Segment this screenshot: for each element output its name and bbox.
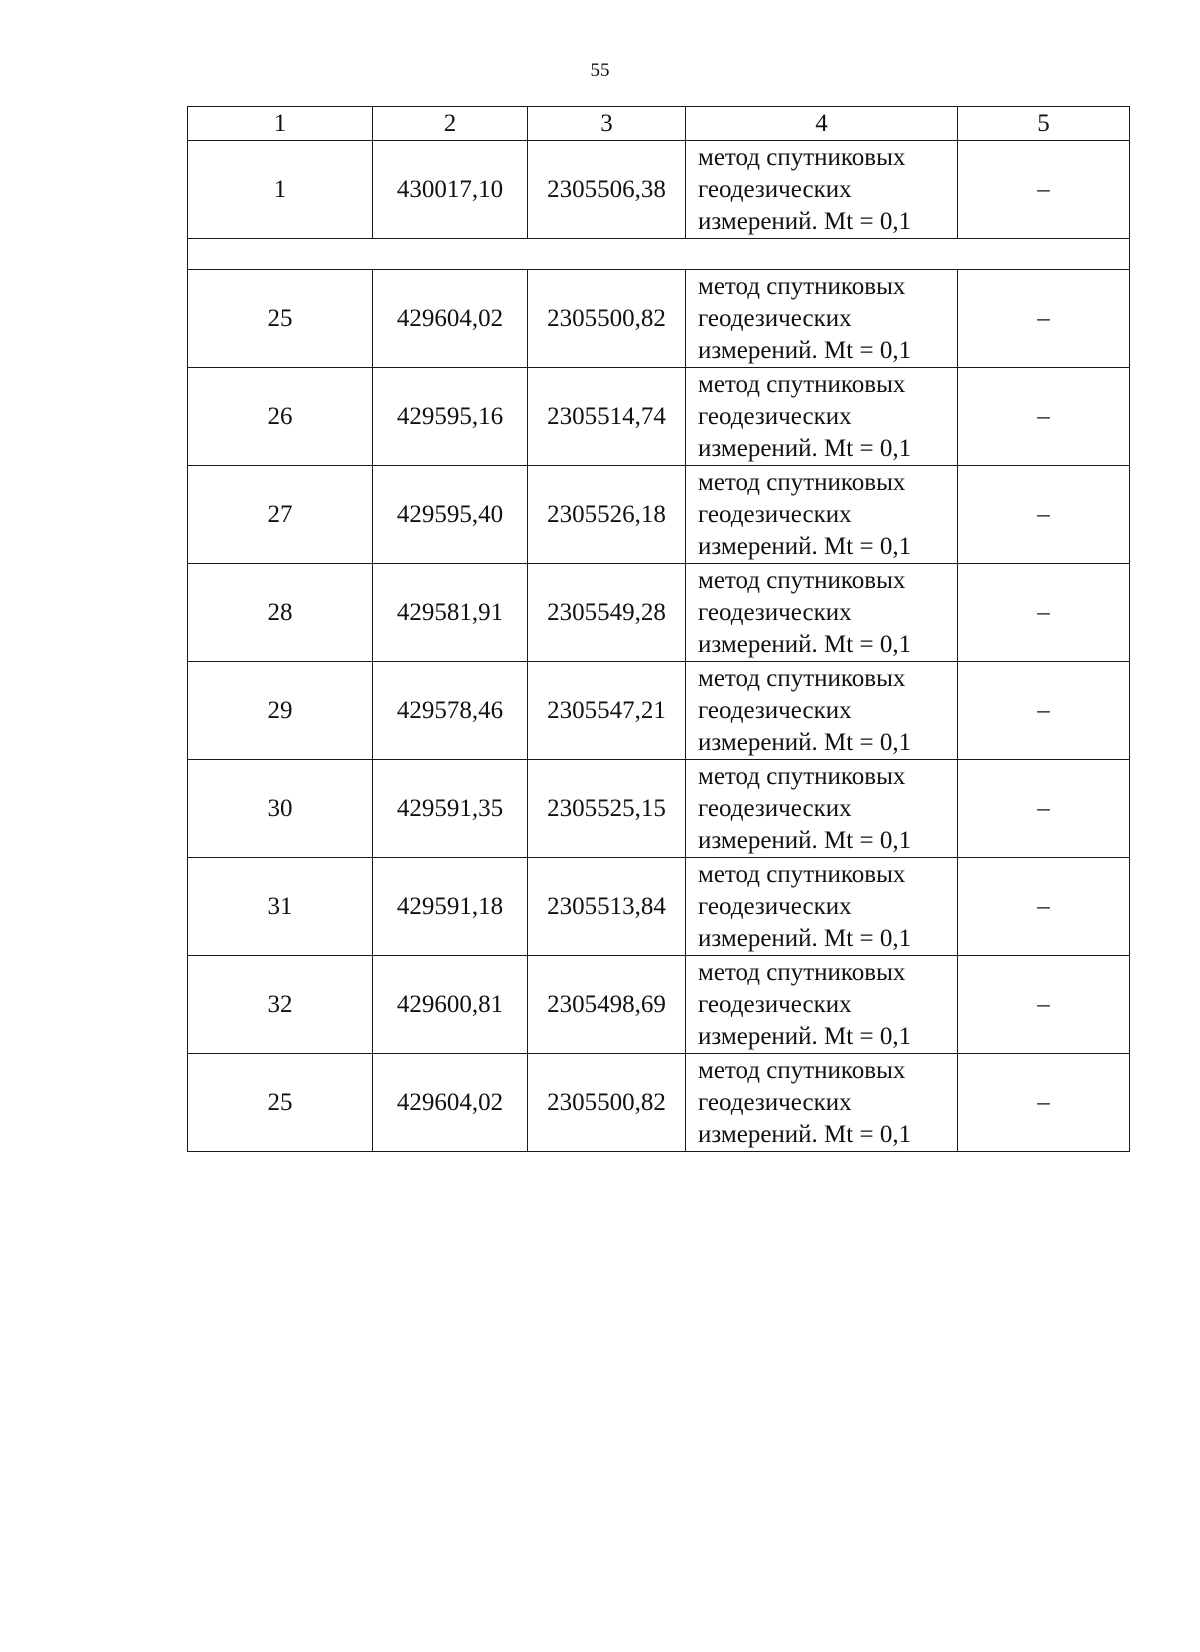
method-line: метод спутниковых [698,143,906,171]
y-coordinate-cell: 2305513,84 [528,858,686,956]
method-cell [686,466,958,564]
method-line: геодезических [698,892,852,920]
method-line: метод спутниковых [698,1056,906,1084]
method-line: метод спутниковых [698,958,906,986]
method-line: измерений. Mt = 0,1 [698,826,912,854]
method-line: геодезических [698,304,852,332]
x-coordinate-cell: 429578,46 [373,662,528,760]
note-cell: – [958,564,1130,662]
y-coordinate-cell: 2305498,69 [528,956,686,1054]
method-cell [686,1054,958,1152]
table-row [188,858,1130,956]
method-line: геодезических [698,500,852,528]
method-line: измерений. Mt = 0,1 [698,924,912,952]
table-row [188,956,1130,1054]
table-body [188,107,1130,1152]
method-line: измерений. Mt = 0,1 [698,630,912,658]
method-line: измерений. Mt = 0,1 [698,207,912,235]
header-cell-2: 2 [373,107,528,141]
method-line: метод спутниковых [698,762,906,790]
y-coordinate-cell: 2305549,28 [528,564,686,662]
point-number-cell: 25 [188,1054,373,1152]
table-row [188,662,1130,760]
header-cell-4: 4 [686,107,958,141]
header-cell-1: 1 [188,107,373,141]
table-row [188,368,1130,466]
point-number-cell: 1 [188,141,373,239]
method-line: метод спутниковых [698,860,906,888]
point-number-cell: 26 [188,368,373,466]
method-cell [686,662,958,760]
note-cell: – [958,858,1130,956]
method-line: метод спутниковых [698,566,906,594]
y-coordinate-cell: 2305500,82 [528,270,686,368]
point-number-cell: 28 [188,564,373,662]
x-coordinate-cell: 429591,18 [373,858,528,956]
note-cell: – [958,1054,1130,1152]
note-cell: – [958,368,1130,466]
method-cell [686,858,958,956]
method-cell [686,141,958,239]
point-number-cell: 25 [188,270,373,368]
table-header-row [188,107,1130,141]
method-line: метод спутниковых [698,272,906,300]
header-cell-3: 3 [528,107,686,141]
method-line: геодезических [698,402,852,430]
note-cell: – [958,760,1130,858]
note-cell: – [958,141,1130,239]
table-row [188,1054,1130,1152]
note-cell: – [958,466,1130,564]
method-line: измерений. Mt = 0,1 [698,728,912,756]
separator-cell [188,239,1130,270]
x-coordinate-cell: 429581,91 [373,564,528,662]
note-cell: – [958,270,1130,368]
y-coordinate-cell: 2305547,21 [528,662,686,760]
table-separator-row [188,239,1130,270]
y-coordinate-cell: 2305525,15 [528,760,686,858]
note-cell: – [958,956,1130,1054]
method-line: измерений. Mt = 0,1 [698,532,912,560]
method-line: геодезических [698,1088,852,1116]
method-line: метод спутниковых [698,468,906,496]
y-coordinate-cell: 2305506,38 [528,141,686,239]
header-cell-5: 5 [958,107,1130,141]
point-number-cell: 32 [188,956,373,1054]
point-number-cell: 29 [188,662,373,760]
point-number-cell: 27 [188,466,373,564]
method-line: измерений. Mt = 0,1 [698,1120,912,1148]
note-cell: – [958,662,1130,760]
x-coordinate-cell: 429595,40 [373,466,528,564]
table-row [188,760,1130,858]
method-line: метод спутниковых [698,370,906,398]
method-line: измерений. Mt = 0,1 [698,434,912,462]
method-line: геодезических [698,794,852,822]
method-cell [686,564,958,662]
x-coordinate-cell: 429591,35 [373,760,528,858]
method-line: измерений. Mt = 0,1 [698,336,912,364]
table-row [188,466,1130,564]
method-line: геодезических [698,598,852,626]
table-row [188,141,1130,239]
table-row [188,564,1130,662]
point-number-cell: 31 [188,858,373,956]
y-coordinate-cell: 2305514,74 [528,368,686,466]
y-coordinate-cell: 2305500,82 [528,1054,686,1152]
x-coordinate-cell: 429595,16 [373,368,528,466]
method-line: геодезических [698,696,852,724]
x-coordinate-cell: 430017,10 [373,141,528,239]
coordinates-table [187,106,1130,1152]
method-cell [686,270,958,368]
method-cell [686,956,958,1054]
method-cell [686,368,958,466]
method-line: метод спутниковых [698,664,906,692]
method-cell [686,760,958,858]
page-number: 55 [590,60,610,81]
table-row [188,270,1130,368]
method-line: геодезических [698,990,852,1018]
method-line: измерений. Mt = 0,1 [698,1022,912,1050]
y-coordinate-cell: 2305526,18 [528,466,686,564]
x-coordinate-cell: 429600,81 [373,956,528,1054]
point-number-cell: 30 [188,760,373,858]
method-line: геодезических [698,175,852,203]
x-coordinate-cell: 429604,02 [373,1054,528,1152]
x-coordinate-cell: 429604,02 [373,270,528,368]
